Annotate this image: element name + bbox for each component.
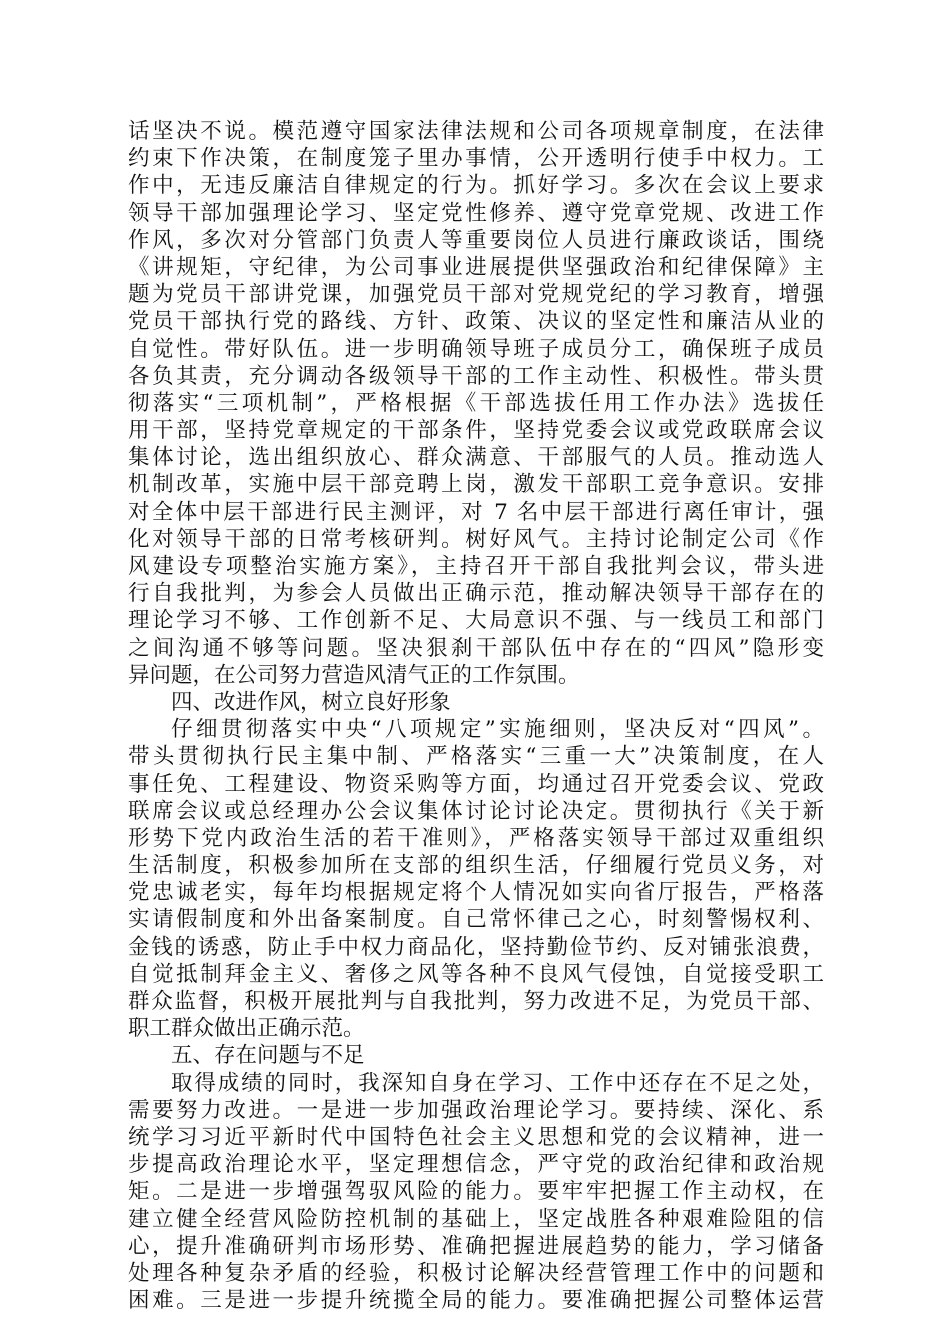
paragraph-work-style xyxy=(128,716,824,1042)
text-line: 困难。三是进一步提升统揽全局的能力。要准确把握公司整体运营 xyxy=(128,1288,824,1314)
text-line: 建立健全经营风险防控机制的基础上，坚定战胜各种艰难险阻的信 xyxy=(128,1206,824,1232)
text-line: 彻落实“三项机制”，严格根据《干部选拔任用工作办法》选拔任 xyxy=(128,390,824,416)
text-line: 话坚决不说。模范遵守国家法律法规和公司各项规章制度，在法律 xyxy=(128,119,824,144)
text-line: 化对领导干部的日常考核研判。树好风气。主持讨论制定公司《作 xyxy=(128,526,824,552)
text-line: 作中，无违反廉洁自律规定的行为。抓好学习。多次在会议上要求 xyxy=(128,173,824,199)
text-line: 党员干部执行党的路线、方针、政策、决议的坚定性和廉洁从业的 xyxy=(128,309,824,335)
section-heading-5: 五、存在问题与不足 xyxy=(171,1043,365,1069)
text-line: 党忠诚老实，每年均根据规定将个人情况如实向省厅报告，严格落 xyxy=(128,880,824,906)
text-line: 事任免、工程建设、物资采购等方面，均通过召开党委会议、党政 xyxy=(128,771,824,797)
text-line: 生活制度，积极参加所在支部的组织生活，仔细履行党员义务，对 xyxy=(128,853,824,879)
text-line: 作风，多次对分管部门负责人等重要岗位人员进行廉政谈话，围绕 xyxy=(128,227,824,253)
section-heading-4: 四、改进作风，树立良好形象 xyxy=(171,689,451,715)
text-line: 实请假制度和外出备案制度。自己常怀律己之心，时刻警惕权利、 xyxy=(128,907,824,933)
document-body xyxy=(128,118,824,1314)
text-line: 自觉抵制拜金主义、奢侈之风等各种不良风气侵蚀，自觉接受职工 xyxy=(128,961,824,987)
text-line: 之间沟通不够等问题。坚决狠刹干部队伍中存在的“四风”隐形变 xyxy=(128,635,824,661)
text-line: 金钱的诱惑，防止手中权力商品化，坚持勤俭节约、反对铺张浪费， xyxy=(128,934,824,960)
text-line: 自觉性。带好队伍。进一步明确领导班子成员分工，确保班子成员 xyxy=(128,336,824,362)
text-line: 形势下党内政治生活的若干准则》，严格落实领导干部过双重组织 xyxy=(128,825,824,851)
text-line: 统学习习近平新时代中国特色社会主义思想和党的会议精神，进一 xyxy=(128,1124,824,1150)
text-line: 取得成绩的同时，我深知自身在学习、工作中还存在不足之处， xyxy=(171,1070,824,1096)
text-line: 行自我批判，为参会人员做出正确示范，推动解决领导干部存在的 xyxy=(128,581,824,607)
text-line: 领导干部加强理论学习、坚定党性修养、遵守党章党规、改进工作 xyxy=(128,200,824,226)
text-line: 仔细贯彻落实中央“八项规定”实施细则，坚决反对“四风”。 xyxy=(171,717,824,743)
text-line: 机制改革，实施中层干部竞聘上岗，激发干部职工竞争意识。安排 xyxy=(128,472,824,498)
text-line: 集体讨论，选出组织放心、群众满意、干部服气的人员。推动选人 xyxy=(128,445,824,471)
text-line: 约束下作决策，在制度笼子里办事情，公开透明行使手中权力。工 xyxy=(128,146,824,172)
text-line: 需要努力改进。一是进一步加强政治理论学习。要持续、深化、系 xyxy=(128,1097,824,1123)
text-line: 各负其责，充分调动各级领导干部的工作主动性、积极性。带头贯 xyxy=(128,363,824,389)
paragraph-problems xyxy=(128,1070,824,1315)
text-line: 职工群众做出正确示范。 xyxy=(128,1016,365,1042)
text-line: 风建设专项整治实施方案》，主持召开干部自我批判会议，带头进 xyxy=(128,554,824,579)
text-line: 题为党员干部讲党课，加强党员干部对党规党纪的学习教育，增强 xyxy=(128,282,824,308)
text-line: 理论学习不够、工作创新不足、大局意识不强、与一线员工和部门 xyxy=(128,608,824,634)
text-line: 处理各种复杂矛盾的经验，积极讨论解决经营管理工作中的问题和 xyxy=(128,1260,824,1286)
text-line: 对全体中层干部进行民主测评，对 7 名中层干部进行离任审计，强 xyxy=(128,499,824,525)
paragraph-leadership xyxy=(128,118,824,689)
text-line: 用干部，坚持党章规定的干部条件，坚持党委会议或党政联席会议 xyxy=(128,418,824,444)
text-line: 矩。二是进一步增强驾驭风险的能力。要牢牢把握工作主动权，在 xyxy=(128,1179,824,1205)
text-line: 心，提升准确研判市场形势、准确把握进展趋势的能力，学习储备 xyxy=(128,1233,824,1259)
text-line: 异问题，在公司努力营造风清气正的工作氛围。 xyxy=(128,662,580,688)
text-line: 带头贯彻执行民主集中制、严格落实“三重一大”决策制度，在人 xyxy=(128,744,824,770)
text-line: 步提高政治理论水平，坚定理想信念，严守党的政治纪律和政治规 xyxy=(128,1152,824,1178)
text-line: 联席会议或总经理办公会议集体讨论讨论决定。贯彻执行《关于新 xyxy=(128,798,824,824)
text-line: 《讲规矩，守纪律，为公司事业进展提供坚强政治和纪律保障》主 xyxy=(128,254,824,280)
text-line: 群众监督，积极开展批判与自我批判，努力改进不足，为党员干部、 xyxy=(128,989,824,1014)
